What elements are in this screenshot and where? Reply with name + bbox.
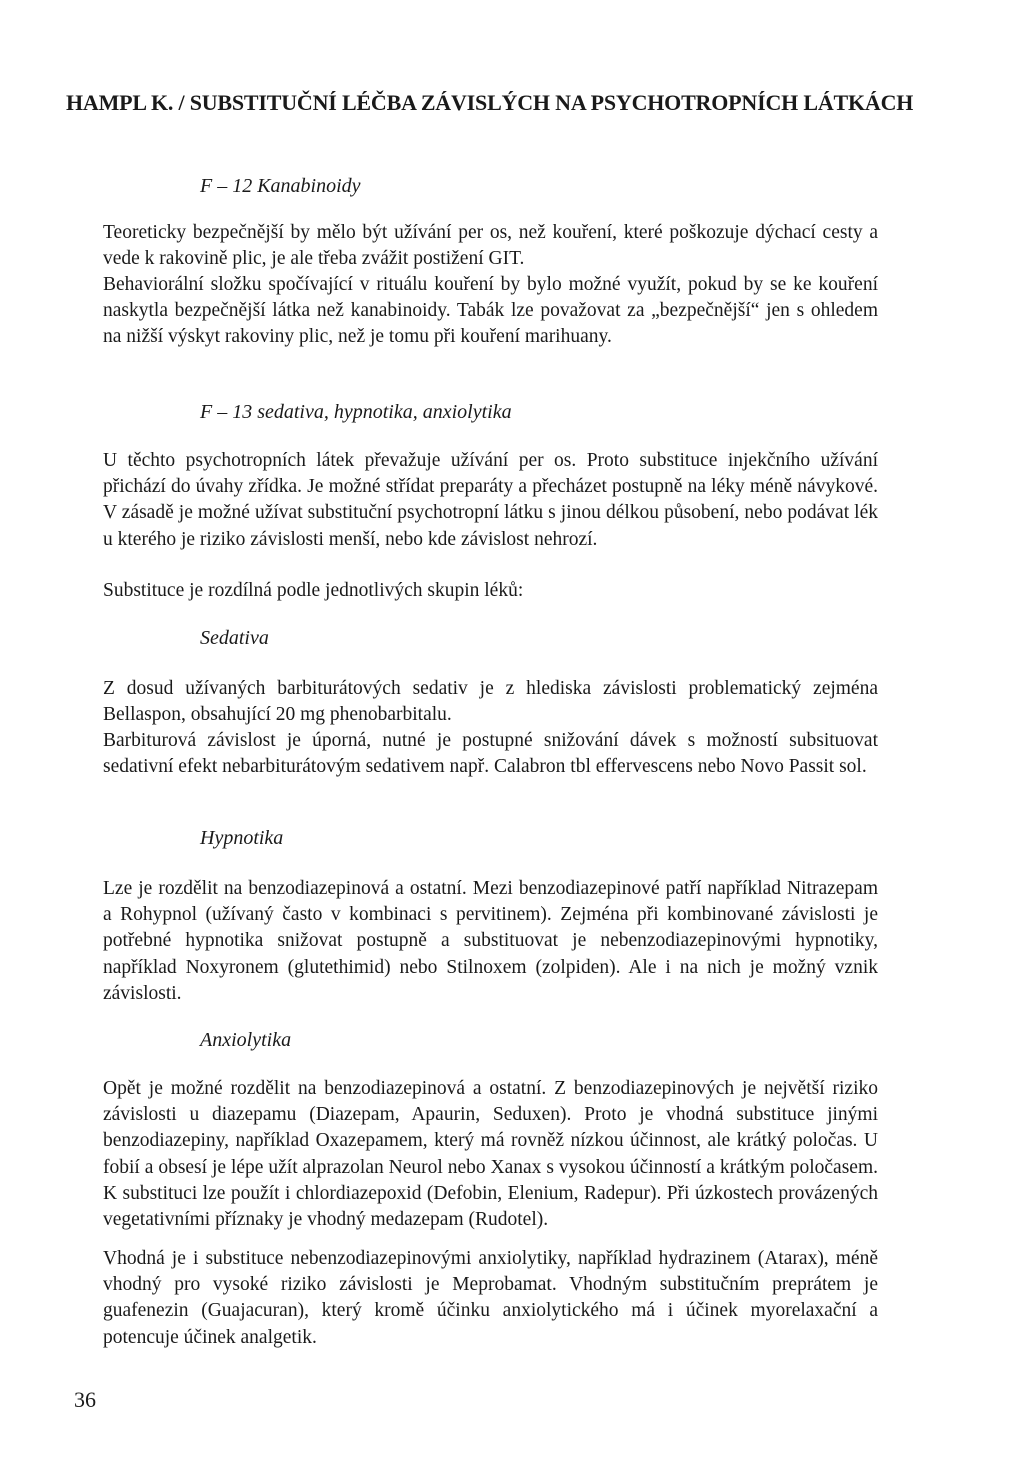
paragraph: Behaviorální složku spočívající v rituálu kouření by bylo možné využít, pokud by se ke kouření naskytla bezpečnější látka než kanabinoidy. Tabák lze považovat za „bezpečnější“ jen s ohledem na nižší výskyt rakoviny plic, než je tomu při kouření marihuany. [103,274,878,348]
paragraph: Lze je rozdělit na benzodiazepinová a ostatní. Mezi benzodiazepinové patří například Nitrazepam a Rohypnol (užívaný často v kombinaci s pervitinem). Zejména při kombinované závislosti je potřebné hypnotika snižovat postupně a substituovat je nebenzodiazepinovými hypnotiky, například Noxyronem (glutethimid) nebo Stilnoxem (zolpiden). Ale i na nich je možný vznik závislosti. [103,878,878,1004]
paragraph: Opět je možné rozdělit na benzodiazepinová a ostatní. Z benzodiazepinových je největší riziko závislosti u diazepamu (Diazepam, Apaurin, Seduxen). Proto je vhodná substituce jinými benzodiazepiny, například Oxazepamem, který má rovněž nízkou účinnost, ale krátký poločas. U fobií a obsesí je lépe užít alprazolan Neurol nebo Xanax s vysokou účinností a krátkým poločasem. K substituci lze použít i chlordiazepoxid (Defobin, Elenium, Radepur). Při úzkostech provázených vegetativními příznaky je vhodný medazepam (Rudotel). [103,1078,878,1231]
paragraph: Barbiturová závislost je úporná, nutné je postupné snižování dávek s možností subsituovat sedativní efekt nebarbiturátovým sedativem např. Calabron tbl effervescens nebo Novo Passit sol. [103,730,878,778]
section-heading-hypnotika: Hypnotika [200,827,284,849]
page-number: 36 [74,1387,96,1412]
paragraph: Z dosud užívaných barbiturátových sedativ je z hlediska závislosti problematický zejména Bellaspon, obsahující 20 mg phenobarbitalu. [103,678,878,726]
paragraph: Substituce je rozdílná podle jednotlivých skupin léků: [103,580,524,601]
section-heading-anxiolytika: Anxiolytika [200,1029,292,1051]
paragraph: Teoreticky bezpečnější by mělo být užívání per os, než kouření, které poškozuje dýchací cesty a vede k rakovině plic, je ale třeba zvážit postižení GIT. [103,222,878,270]
paragraph: Vhodná je i substituce nebenzodiazepinovými anxiolytiky, například hydrazinem (Atarax), méně vhodný pro vysoké riziko závislosti je Meprobamat. Vhodným substitučním preprátem je guafenezin (Guajacuran), který kromě účinku anxiolytického má i účinek myorelaxační a potencuje účinek analgetik. [103,1248,878,1348]
paragraph: U těchto psychotropních látek převažuje užívání per os. Proto substituce injekčního užívání přichází do úvahy zřídka. Je možné střídat preparáty a přecházet postupně na léky méně návykové. V zásadě je možné užívat substituční psychotropní látku s jinou délkou působení, nebo podávat lék u kterého je riziko závislosti menší, nebo kde závislost nehrozí. [103,450,878,550]
section-heading-sedativa-hypnotika-anxiolytika: F – 13 sedativa, hypnotika, anxiolytika [200,401,512,423]
section-heading-sedativa: Sedativa [200,627,269,649]
running-header: HAMPL K. / SUBSTITUČNÍ LÉČBA ZÁVISLÝCH NA PSYCHOTROPNÍCH LÁTKÁCH [66,90,914,115]
section-heading-kanabinoidy: F – 12 Kanabinoidy [200,175,361,197]
